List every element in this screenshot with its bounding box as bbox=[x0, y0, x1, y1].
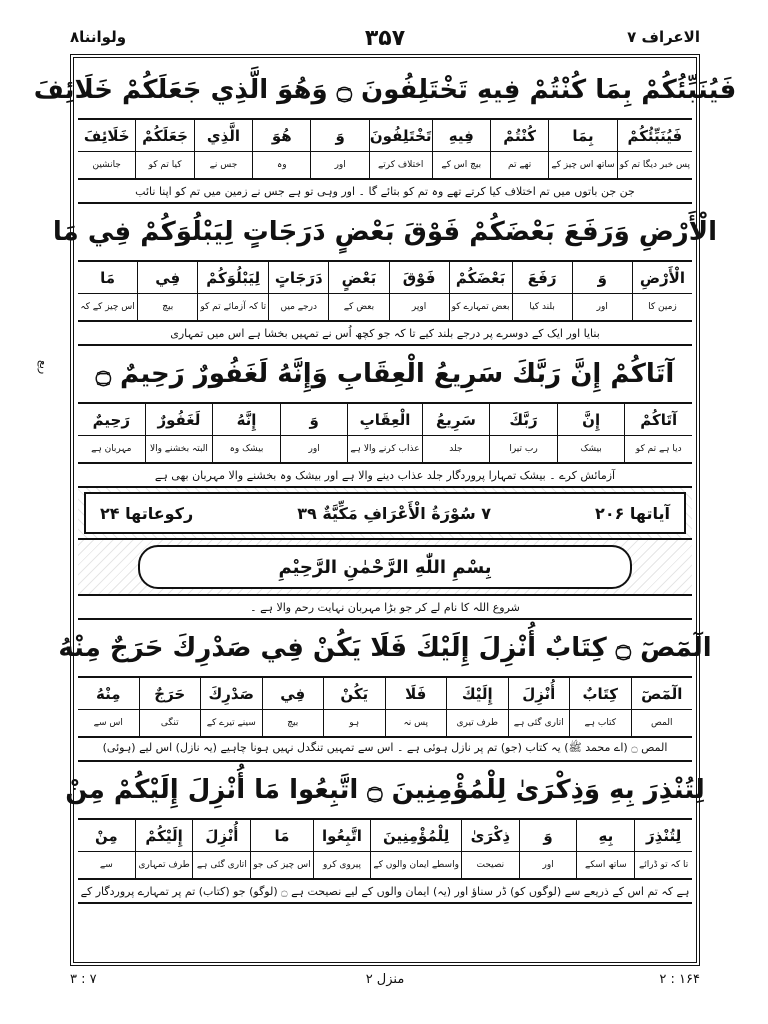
word-meaning: جلد bbox=[449, 444, 463, 454]
arabic-verse-line: فَيُنَبِّئُكُمْ بِمَا كُنْتُمْ فِيهِ تَخْتَلِفُونَ ۝ وَهُوَ الَّذِي جَعَلَكُمْ خَلَائِفَ bbox=[78, 62, 692, 120]
arabic-word: وَ bbox=[311, 120, 368, 152]
arabic-word: دَرَجَاتٍ bbox=[269, 262, 328, 294]
arabic-word: مَا bbox=[251, 820, 312, 852]
urdu-translation: بنایا اور ایک کے دوسرے پر درجے بلند کیے تا کہ جو کچھ اُس نے تمہیں بخشا ہے اس میں تمہاری bbox=[78, 322, 692, 346]
word-by-word-row bbox=[78, 820, 692, 880]
word-meaning: پس خبر دیگا تم کو bbox=[619, 160, 690, 170]
word-cell bbox=[446, 678, 508, 736]
margin-note: ربع bbox=[37, 360, 50, 375]
word-cell bbox=[280, 404, 348, 462]
manzil-label: منزل ۲ bbox=[365, 972, 405, 987]
arabic-word: صَدْرِكَ bbox=[201, 678, 262, 710]
word-meaning: اتاری گئی ہے bbox=[196, 860, 247, 870]
word-cell bbox=[631, 678, 693, 736]
arabic-word: فِي bbox=[263, 678, 324, 710]
word-meaning: تھے تم bbox=[507, 160, 532, 170]
arabic-word: بَعْضَكُمْ bbox=[450, 262, 512, 294]
arabic-word: مَا bbox=[78, 262, 137, 294]
word-meaning: رب تیرا bbox=[509, 444, 538, 454]
urdu-translation: المص ۝ (اے محمد ﷺ) یہ کتاب (جو) تم پر نازل ہوئی ہے ۔ اس سے تمہیں تنگدل نہیں ہونا چاہیے (یہ نازل) اس لیے (ہوئی) bbox=[78, 738, 692, 762]
arabic-word: رَبَّكَ bbox=[490, 404, 557, 436]
word-meaning: اور bbox=[596, 302, 608, 312]
arabic-word: الَّذِي bbox=[195, 120, 252, 152]
word-by-word-row bbox=[78, 120, 692, 180]
arabic-word: أُنْزِلَ bbox=[193, 820, 250, 852]
word-cell bbox=[310, 120, 368, 178]
arabic-word: رَفَعَ bbox=[513, 262, 572, 294]
word-meaning: بعض تمہارے کو bbox=[451, 302, 510, 312]
word-meaning: جانشین bbox=[92, 160, 121, 170]
word-meaning: اور bbox=[334, 160, 346, 170]
urdu-translation: جن جن باتوں میں تم اختلاف کیا کرتے تھے وہ تم کو بتائے گا ۔ اور وہی تو ہے جس نے زمین میں تم کو اپنا نائب bbox=[78, 180, 692, 204]
word-meaning: پیروی کرو bbox=[322, 860, 361, 870]
arabic-word: وَ bbox=[281, 404, 348, 436]
word-meaning: اور bbox=[542, 860, 554, 870]
word-meaning: تا کہ تو ڈرائے bbox=[639, 860, 689, 870]
word-cell bbox=[192, 820, 250, 878]
arabic-word: إِلَيْكُمْ bbox=[136, 820, 193, 852]
arabic-word: الْأَرْضِ bbox=[633, 262, 692, 294]
word-cell bbox=[617, 120, 692, 178]
word-cell bbox=[145, 404, 213, 462]
arabic-word: تَخْتَلِفُونَ bbox=[370, 120, 432, 152]
word-cell bbox=[432, 120, 490, 178]
arabic-word: وَ bbox=[573, 262, 632, 294]
word-meaning: سینے تیرے کے bbox=[206, 718, 256, 728]
basmala-panel bbox=[78, 540, 692, 596]
word-meaning: زمین کا bbox=[648, 302, 677, 312]
word-cell bbox=[572, 262, 632, 320]
arabic-verse-line: الْأَرْضِ وَرَفَعَ بَعْضَكُمْ فَوْقَ بَعْضٍ دَرَجَاتٍ لِيَبْلُوَكُمْ فِي مَا bbox=[78, 204, 692, 262]
word-cell bbox=[78, 820, 135, 878]
arabic-word: إِلَيْكَ bbox=[447, 678, 508, 710]
word-cell bbox=[557, 404, 625, 462]
word-meaning: اس چیز کی جو bbox=[253, 860, 311, 870]
word-meaning: بلند کیا bbox=[529, 302, 555, 312]
word-cell bbox=[252, 120, 310, 178]
word-cell bbox=[632, 262, 692, 320]
footer-verse-ref-right: ۲ : ۱۶۴ bbox=[659, 972, 700, 987]
word-cell bbox=[461, 820, 519, 878]
arabic-word: بَعْضٍ bbox=[329, 262, 388, 294]
arabic-word: كِتَابٌ bbox=[570, 678, 631, 710]
word-meaning: بیچ اس کے bbox=[441, 160, 482, 170]
word-meaning: درجے میں bbox=[280, 302, 317, 312]
arabic-word: رَحِيمٌ bbox=[78, 404, 145, 436]
word-by-word-row bbox=[78, 262, 692, 322]
word-meaning: تا کہ آزمائے تم کو bbox=[200, 302, 267, 312]
arabic-word: فِيهِ bbox=[433, 120, 490, 152]
arabic-verse-line: آتَاكُمْ إِنَّ رَبَّكَ سَرِيعُ الْعِقَابِ وَإِنَّهُ لَغَفُورٌ رَحِيمٌ ۝ bbox=[78, 346, 692, 404]
word-meaning: البتہ بخشنے والا bbox=[149, 444, 208, 454]
arabic-word: مِنْهُ bbox=[78, 678, 139, 710]
word-cell bbox=[370, 820, 461, 878]
word-cell bbox=[262, 678, 324, 736]
arabic-word: إِنَّ bbox=[558, 404, 625, 436]
word-cell bbox=[634, 820, 692, 878]
word-cell bbox=[313, 820, 371, 878]
arabic-verse-line: لِتُنْذِرَ بِهِ وَذِكْرَىٰ لِلْمُؤْمِنِينَ ۝ اتَّبِعُوا مَا أُنْزِلَ إِلَيْكُمْ مِنْ bbox=[78, 762, 692, 820]
word-cell bbox=[194, 120, 252, 178]
arabic-word: حَرَجٌ bbox=[140, 678, 201, 710]
arabic-word: فِي bbox=[138, 262, 197, 294]
word-cell bbox=[347, 404, 421, 462]
word-meaning: طرف تیری bbox=[456, 718, 499, 728]
footer-verse-ref-left: ۳ : ۷ bbox=[70, 972, 97, 987]
word-cell bbox=[489, 404, 557, 462]
urdu-translation: آزمائش کرے ۔ بیشک تمہارا پروردگار جلد عذاب دینے والا ہے اور بیشک وہ بخشنے والا مہربان بھی ہے bbox=[78, 464, 692, 488]
word-cell bbox=[250, 820, 312, 878]
word-cell bbox=[490, 120, 548, 178]
word-cell bbox=[139, 678, 201, 736]
arabic-word: مِنْ bbox=[78, 820, 135, 852]
arabic-word: لَغَفُورٌ bbox=[146, 404, 213, 436]
surah-name: الاعراف ۷ bbox=[627, 28, 700, 46]
word-cell bbox=[78, 404, 145, 462]
word-by-word-row bbox=[78, 404, 692, 464]
word-meaning: دیا ہے تم کو bbox=[635, 444, 682, 454]
word-meaning: بیچ bbox=[287, 718, 299, 728]
word-cell bbox=[328, 262, 388, 320]
word-meaning: نصیحت bbox=[476, 860, 505, 870]
arabic-word: لِيَبْلُوَكُمْ bbox=[198, 262, 268, 294]
page-number: ۳۵۷ bbox=[364, 26, 406, 51]
word-meaning: اس چیز کے کہ bbox=[80, 302, 135, 312]
arabic-word: لِلْمُؤْمِنِينَ bbox=[371, 820, 461, 852]
arabic-word: كُنْتُمْ bbox=[491, 120, 548, 152]
word-meaning: اتاری گئی ہے bbox=[513, 718, 564, 728]
page-frame bbox=[33, 54, 737, 966]
word-meaning: بیشک bbox=[580, 444, 602, 454]
word-meaning: ساتھ اسکے bbox=[585, 860, 627, 870]
urdu-translation: ہے کہ تم اس کے ذریعے سے (لوگوں کو) ڈر سناؤ اور (یہ) ایمان والوں کے لیے نصیحت ہے ۝ (لوگو) جو (کتاب) تم پر تمہارے پروردگار کے bbox=[78, 880, 692, 904]
basmala-text: بِسْمِ اللّٰهِ الرَّحْمٰنِ الرَّحِيْمِ bbox=[138, 545, 632, 589]
arabic-word: فَوْقَ bbox=[390, 262, 449, 294]
word-cell bbox=[200, 678, 262, 736]
word-meaning: وہ bbox=[276, 160, 287, 170]
arabic-word: خَلَائِفَ bbox=[78, 120, 135, 152]
word-cell bbox=[624, 404, 692, 462]
page-header bbox=[70, 26, 700, 52]
word-meaning: جس نے bbox=[209, 160, 238, 170]
word-meaning: ساتھ اس چیز کے bbox=[551, 160, 615, 170]
arabic-word: فَيُنَبِّئُكُمْ bbox=[618, 120, 692, 152]
word-meaning: بعض کے bbox=[343, 302, 375, 312]
word-cell bbox=[137, 262, 197, 320]
arabic-word: أُنْزِلَ bbox=[509, 678, 570, 710]
surah-title: ۷ سُوْرَةُ الْأَعْرَافِ مَكِّيَّةٌ ۳۹ bbox=[297, 503, 492, 523]
arabic-word: وَ bbox=[520, 820, 577, 852]
word-cell bbox=[268, 262, 328, 320]
word-cell bbox=[512, 262, 572, 320]
surah-banner-box bbox=[84, 492, 686, 534]
word-meaning: پس نہ bbox=[403, 718, 429, 728]
word-cell bbox=[78, 262, 137, 320]
word-meaning: طرف تمہاری bbox=[138, 860, 190, 870]
word-meaning: بیشک وہ bbox=[229, 444, 264, 454]
word-by-word-row bbox=[78, 678, 692, 738]
arabic-word: الٓمٓصٓ bbox=[632, 678, 693, 710]
page-content bbox=[33, 62, 737, 958]
word-cell bbox=[78, 678, 139, 736]
arabic-word: يَكُنْ bbox=[324, 678, 385, 710]
arabic-word: اتَّبِعُوا bbox=[314, 820, 371, 852]
word-cell bbox=[508, 678, 570, 736]
word-meaning: اوپر bbox=[411, 302, 427, 312]
arabic-word: لِتُنْذِرَ bbox=[635, 820, 692, 852]
word-meaning: اس سے bbox=[93, 718, 123, 728]
word-meaning: اختلاف کرتے bbox=[378, 160, 424, 170]
arabic-word: آتَاكُمْ bbox=[625, 404, 692, 436]
page-footer bbox=[70, 972, 700, 996]
arabic-word: الْعِقَابِ bbox=[348, 404, 421, 436]
word-meaning: ہو bbox=[349, 718, 360, 728]
arabic-verse-line: الٓمٓصٓ ۝ كِتَابٌ أُنْزِلَ إِلَيْكَ فَلَا يَكُنْ فِي صَدْرِكَ حَرَجٌ مِنْهُ bbox=[78, 620, 692, 678]
word-cell bbox=[212, 404, 280, 462]
word-meaning: مہربان ہے bbox=[91, 444, 132, 454]
word-cell bbox=[197, 262, 268, 320]
word-meaning: اور bbox=[308, 444, 320, 454]
word-cell bbox=[369, 120, 432, 178]
ayat-count: آیاتھا ۲۰۶ bbox=[595, 503, 670, 523]
ruku-count: رکوعاتھا ۲۴ bbox=[100, 503, 194, 523]
arabic-word: جَعَلَكُمْ bbox=[136, 120, 193, 152]
arabic-word: ذِكْرَىٰ bbox=[462, 820, 519, 852]
word-cell bbox=[389, 262, 449, 320]
word-meaning: واسطے ایمان والوں کے bbox=[373, 860, 459, 870]
arabic-word: سَرِيعُ bbox=[423, 404, 490, 436]
word-cell bbox=[135, 120, 193, 178]
word-cell bbox=[449, 262, 512, 320]
word-meaning: کیا تم کو bbox=[148, 160, 182, 170]
word-cell bbox=[519, 820, 577, 878]
word-cell bbox=[323, 678, 385, 736]
word-cell bbox=[385, 678, 447, 736]
word-meaning: عذاب کرنے والا ہے bbox=[350, 444, 420, 454]
basmala-translation: شروع اللہ کا نام لے کر جو بڑا مہربان نہایت رحم والا ہے ۔ bbox=[78, 596, 692, 620]
arabic-word: بِمَا bbox=[549, 120, 616, 152]
word-cell bbox=[569, 678, 631, 736]
word-meaning: بیچ bbox=[162, 302, 174, 312]
para-name: ولواننا۸ bbox=[70, 28, 127, 46]
arabic-word: فَلَا bbox=[386, 678, 447, 710]
word-cell bbox=[135, 820, 193, 878]
word-cell bbox=[422, 404, 490, 462]
word-cell bbox=[576, 820, 634, 878]
arabic-word: هُوَ bbox=[253, 120, 310, 152]
word-meaning: المص bbox=[651, 718, 673, 728]
word-cell bbox=[78, 120, 135, 178]
surah-banner bbox=[78, 488, 692, 540]
arabic-word: بِهِ bbox=[577, 820, 634, 852]
word-meaning: کتاب ہے bbox=[584, 718, 617, 728]
word-meaning: سے bbox=[99, 860, 113, 870]
word-cell bbox=[548, 120, 616, 178]
word-meaning: تنگی bbox=[160, 718, 179, 728]
arabic-word: إِنَّهُ bbox=[213, 404, 280, 436]
